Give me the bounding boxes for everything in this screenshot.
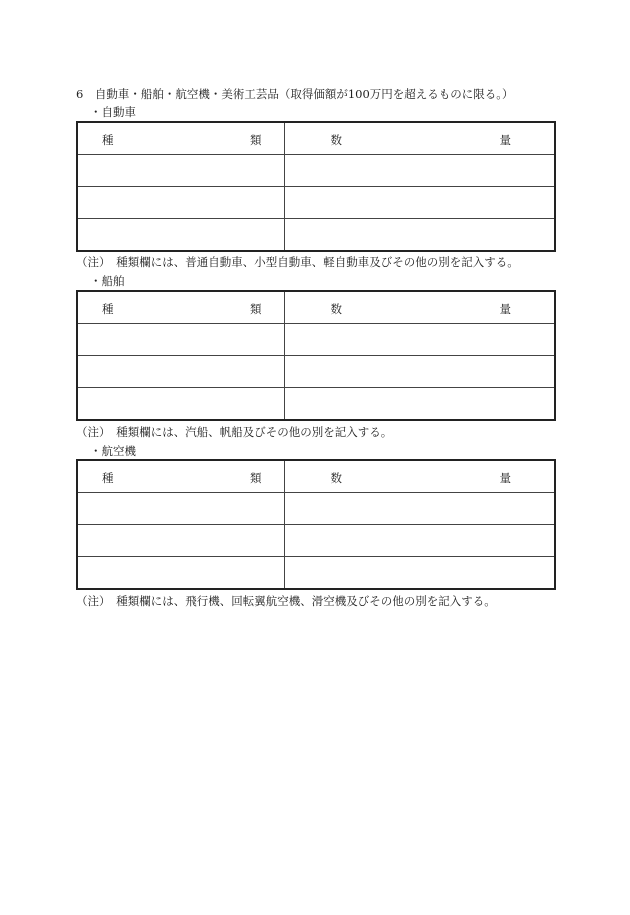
type-cell[interactable] <box>77 493 284 525</box>
type-header-char2: 類 <box>250 471 262 485</box>
quantity-cell[interactable] <box>284 155 555 187</box>
subsection-title-automobile: ・自動車 <box>90 105 136 119</box>
type-header-char1: 種 <box>102 302 114 316</box>
note-automobile: （注） 種類欄には、普通自動車、小型自動車、軽自動車及びその他の別を記入する。 <box>76 255 519 269</box>
section-heading: 6 自動車・船舶・航空機・美術工芸品（取得価額が100万円を超えるものに限る。） <box>76 87 514 101</box>
type-cell[interactable] <box>77 356 284 388</box>
table-row <box>77 356 555 388</box>
quantity-cell[interactable] <box>284 356 555 388</box>
header-row <box>77 291 555 324</box>
quantity-header <box>284 460 555 493</box>
automobile-table <box>76 121 556 252</box>
quantity-header-char1: 数 <box>330 471 342 485</box>
note-ship: （注） 種類欄には、汽船、帆船及びその他の別を記入する。 <box>76 425 393 439</box>
type-cell[interactable] <box>77 155 284 187</box>
quantity-header-char2: 量 <box>499 133 511 147</box>
subsection-title-ship: ・船舶 <box>90 274 125 288</box>
quantity-header-char2: 量 <box>499 471 511 485</box>
table-row <box>77 525 555 557</box>
quantity-cell[interactable] <box>284 557 555 590</box>
quantity-header <box>284 291 555 324</box>
quantity-cell[interactable] <box>284 493 555 525</box>
type-cell[interactable] <box>77 324 284 356</box>
header-row <box>77 122 555 155</box>
type-header <box>77 291 284 324</box>
table-row <box>77 155 555 187</box>
type-cell[interactable] <box>77 219 284 252</box>
table-row <box>77 219 555 252</box>
quantity-cell[interactable] <box>284 388 555 421</box>
quantity-cell[interactable] <box>284 219 555 252</box>
note-aircraft: （注） 種類欄には、飛行機、回転翼航空機、滑空機及びその他の別を記入する。 <box>76 594 496 608</box>
table-row <box>77 493 555 525</box>
table-row <box>77 187 555 219</box>
subsection-title-aircraft: ・航空機 <box>90 444 136 458</box>
type-cell[interactable] <box>77 557 284 590</box>
table-row <box>77 557 555 590</box>
ship-table <box>76 290 556 421</box>
type-cell[interactable] <box>77 388 284 421</box>
type-header <box>77 122 284 155</box>
type-header-char1: 種 <box>102 133 114 147</box>
table-row <box>77 324 555 356</box>
quantity-cell[interactable] <box>284 324 555 356</box>
type-header-char2: 類 <box>250 302 262 316</box>
header-row <box>77 460 555 493</box>
type-header-char2: 類 <box>250 133 262 147</box>
type-header-char1: 種 <box>102 471 114 485</box>
quantity-header-char1: 数 <box>330 302 342 316</box>
table-row <box>77 388 555 421</box>
quantity-cell[interactable] <box>284 187 555 219</box>
type-header <box>77 460 284 493</box>
type-cell[interactable] <box>77 525 284 557</box>
quantity-cell[interactable] <box>284 525 555 557</box>
quantity-header-char2: 量 <box>499 302 511 316</box>
quantity-header <box>284 122 555 155</box>
type-cell[interactable] <box>77 187 284 219</box>
quantity-header-char1: 数 <box>330 133 342 147</box>
aircraft-table <box>76 459 556 590</box>
